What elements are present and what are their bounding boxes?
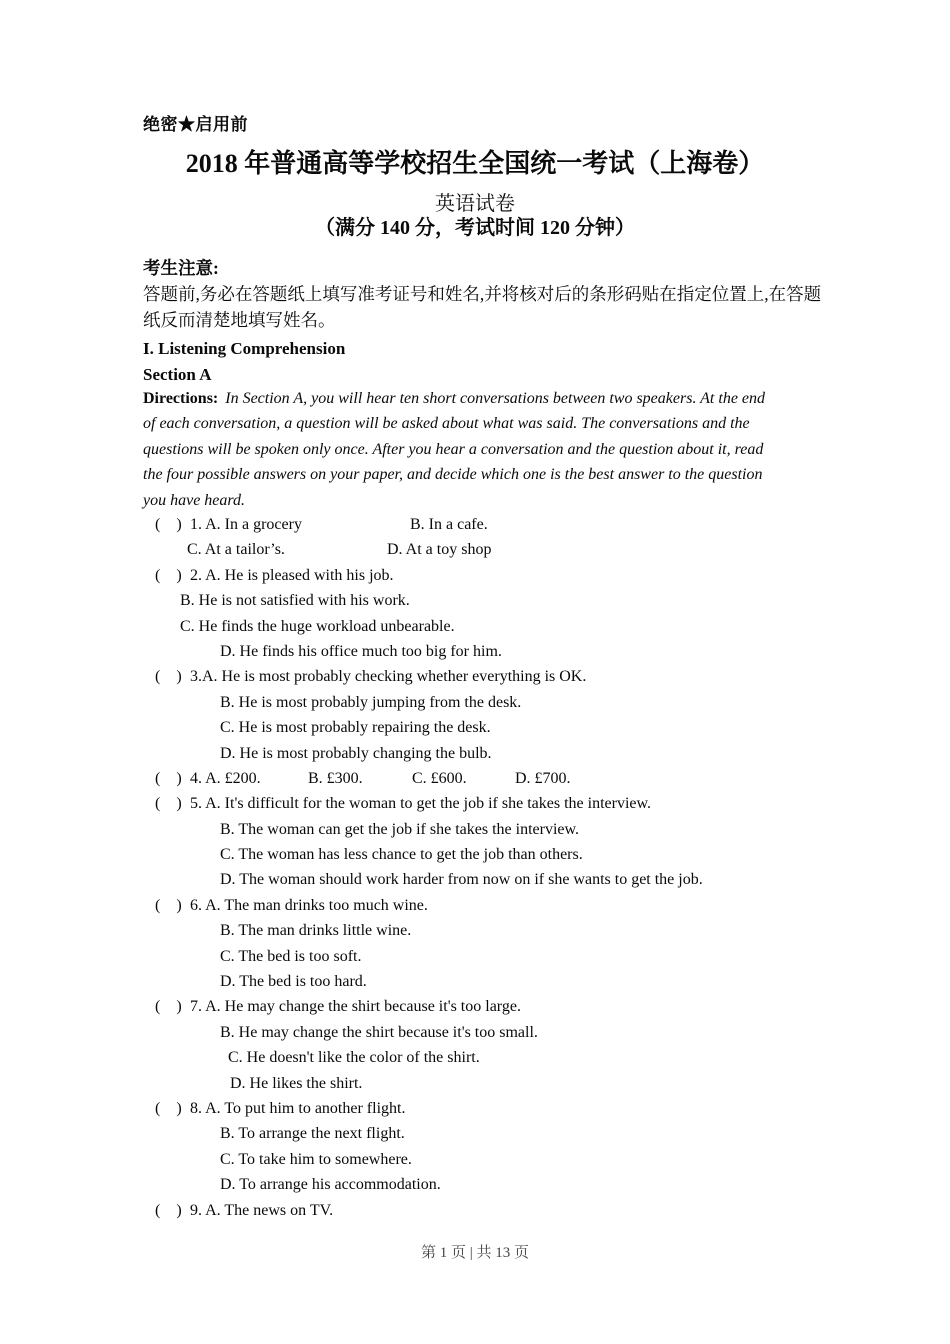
option-text: D. He likes the shirt. xyxy=(230,1074,363,1092)
option-text: D. To arrange his accommodation. xyxy=(220,1176,441,1194)
question-line xyxy=(0,664,950,689)
section-a-heading: Section A xyxy=(143,365,212,384)
answer-bracket: ( ) xyxy=(155,516,182,533)
answer-bracket: ( ) xyxy=(155,1099,182,1117)
notice-line: 答题前,务必在答题纸上填写准考证号和姓名,并将核对后的条形码贴在指定位置上,在答题 xyxy=(143,284,822,304)
paper-subtitle: 英语试卷 xyxy=(435,193,515,215)
directions-line xyxy=(143,386,833,411)
notice-heading: 考生注意: xyxy=(143,258,219,278)
answer-bracket: ( ) xyxy=(155,769,182,787)
answer-bracket: ( ) xyxy=(155,998,182,1016)
question-line xyxy=(0,1071,950,1096)
directions-label: Directions: xyxy=(143,390,219,407)
option-text: D. The bed is too hard. xyxy=(220,973,367,991)
option-text: 8. A. To put him to another flight. xyxy=(190,1099,406,1117)
option-text: 4. A. £200. xyxy=(190,769,261,787)
option-text: B. He is not satisfied with his work. xyxy=(180,592,410,610)
directions-line: questions will be spoken only once. After you hear a conversation and the question about it, read xyxy=(143,440,764,458)
question-line xyxy=(0,817,950,842)
directions-line: the four possible answers on your paper, and decide which one is the best answer to the question xyxy=(143,466,763,484)
option-text: B. In a cafe. xyxy=(410,516,488,533)
answer-bracket: ( ) xyxy=(155,896,182,914)
question-line xyxy=(0,690,950,715)
option-text: 5. A. It's difficult for the woman to get the job if she takes the interview. xyxy=(190,795,651,813)
option-text: B. To arrange the next flight. xyxy=(220,1125,405,1143)
page-footer: 第 1 页 | 共 13 页 xyxy=(420,1245,529,1261)
option-text: C. The bed is too soft. xyxy=(220,947,362,965)
questions-list xyxy=(0,512,950,1223)
option-text: 6. A. The man drinks too much wine. xyxy=(190,896,428,914)
question-line xyxy=(0,944,950,969)
option-text: B. He is most probably jumping from the desk. xyxy=(220,693,522,711)
notice-line: 纸反而清楚地填写姓名。 xyxy=(143,310,336,330)
option-text: B. £300. xyxy=(308,769,363,787)
question-line xyxy=(0,614,950,639)
option-text: C. To take him to somewhere. xyxy=(220,1150,412,1168)
question-line xyxy=(0,1172,950,1197)
option-text: D. He finds his office much too big for him. xyxy=(220,642,502,660)
option-text: 2. A. He is pleased with his job. xyxy=(190,566,394,584)
question-line xyxy=(0,1096,950,1121)
option-text: 1. A. In a grocery xyxy=(190,516,302,533)
score-duration-line: （满分 140 分，考试时间 120 分钟） xyxy=(315,217,635,239)
option-text: C. He finds the huge workload unbearable. xyxy=(180,617,455,635)
question-line xyxy=(0,537,950,562)
question-line xyxy=(0,969,950,994)
question-line xyxy=(0,1020,950,1045)
answer-bracket: ( ) xyxy=(155,1201,182,1219)
question-line xyxy=(0,1121,950,1146)
question-line xyxy=(0,918,950,943)
option-text: C. At a tailor’s. xyxy=(187,541,285,559)
question-line xyxy=(0,741,950,766)
option-text: 3.A. He is most probably checking whether everything is OK. xyxy=(190,668,587,686)
question-line xyxy=(0,766,950,791)
secret-label: 绝密★启用前 xyxy=(143,115,248,134)
question-line xyxy=(0,842,950,867)
question-line xyxy=(0,639,950,664)
question-line xyxy=(0,563,950,588)
answer-bracket: ( ) xyxy=(155,566,182,584)
question-line xyxy=(0,893,950,918)
question-line xyxy=(0,512,950,537)
question-line xyxy=(0,1198,950,1223)
directions-text: In Section A, you will hear ten short conversations between two speakers. At the end xyxy=(225,390,766,407)
candidate-notice xyxy=(143,255,823,333)
directions-line: of each conversation, a question will be asked about what was said. The conversations and the xyxy=(143,415,750,433)
answer-bracket: ( ) xyxy=(155,668,182,686)
option-text: D. At a toy shop xyxy=(387,541,492,559)
question-line xyxy=(0,715,950,740)
question-line xyxy=(0,867,950,892)
question-line xyxy=(0,588,950,613)
option-text: 7. A. He may change the shirt because it's too large. xyxy=(190,998,521,1016)
option-text: D. £700. xyxy=(515,769,571,787)
option-text: C. He is most probably repairing the desk. xyxy=(220,719,491,737)
directions-paragraph xyxy=(143,386,833,513)
page-title: 2018 年普通高等学校招生全国统一考试（上海卷） xyxy=(185,149,765,178)
question-line xyxy=(0,1045,950,1070)
option-text: 9. A. The news on TV. xyxy=(190,1201,334,1219)
directions-line: you have heard. xyxy=(143,491,246,509)
part-heading-listening: I. Listening Comprehension xyxy=(143,339,346,358)
option-text: D. The woman should work harder from now on if she wants to get the job. xyxy=(220,871,703,889)
option-text: B. The man drinks little wine. xyxy=(220,922,412,940)
option-text: C. £600. xyxy=(412,769,467,787)
question-line xyxy=(0,994,950,1019)
option-text: B. The woman can get the job if she takes the interview. xyxy=(220,820,580,838)
option-text: B. He may change the shirt because it's too small. xyxy=(220,1023,538,1041)
answer-bracket: ( ) xyxy=(155,795,182,813)
question-line xyxy=(0,1147,950,1172)
option-text: C. The woman has less chance to get the job than others. xyxy=(220,846,583,864)
question-line xyxy=(0,791,950,816)
option-text: D. He is most probably changing the bulb. xyxy=(220,744,492,762)
option-text: C. He doesn't like the color of the shirt. xyxy=(228,1049,480,1067)
